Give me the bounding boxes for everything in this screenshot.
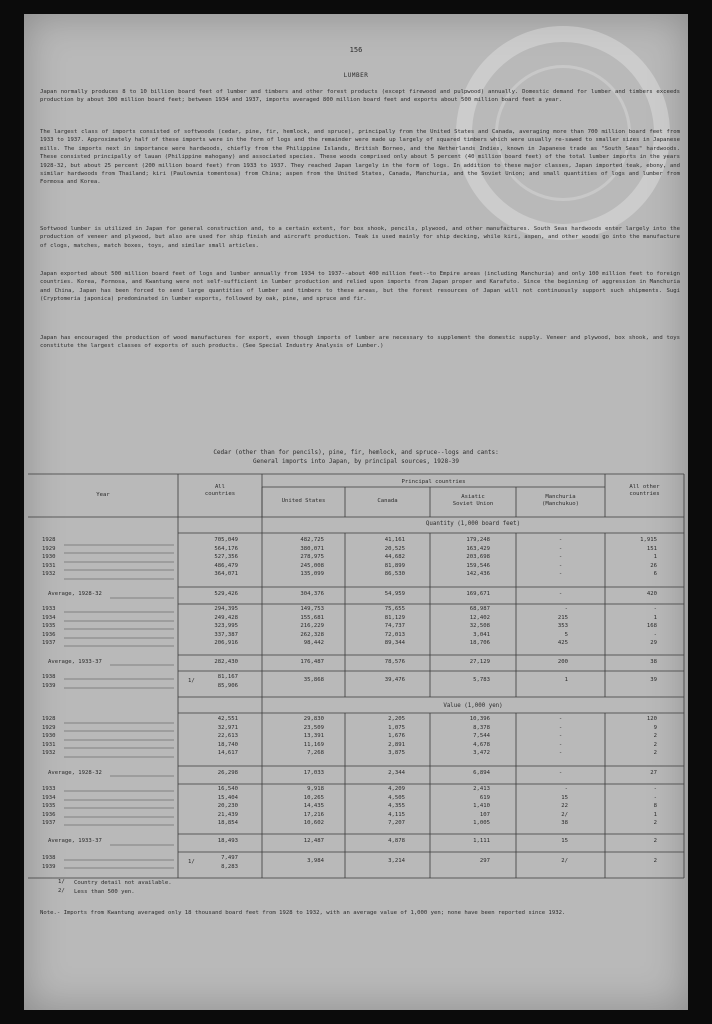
value-all-1938-39: 7,497 8,283	[221, 855, 238, 870]
value-years-1933-37: 1933 1934 1935 1936 1937	[42, 786, 56, 827]
value-avg-1933-37-other: 2	[653, 838, 657, 844]
quantity-avg-1933-37-soviet: 27,129	[469, 659, 490, 665]
value-other-1928-32: 120 9 2 2 2	[646, 716, 657, 757]
table-caption-line-1: Cedar (other than for pencils), pine, fir, hemlock, and spruce--logs and cants:	[213, 449, 499, 456]
quantity-soviet-1933-37: 68,987 12,402 32,508 3,041 18,706	[469, 606, 490, 647]
paragraph-4: Japan exported about 500 million board feet of logs and lumber annually from 1934 to 1937--about 400 million feet--to Empire areas (including Manchuria) and only 100 million feet to foreign countries. Korea, Formosa, and Kwantung were not self-sufficient in lumber production and relied upon imports from Japan proper and Karafuto. Since the beginning of aggression in Manchuria and China, Japan has been forced to send large quantities of lumber and timbers to these areas, but the forest resources of Japan will not continuously support such shipments. Sugi (Cryptomeria japonica) predominated in lumber exports, followed by oak, pine, and spruce and fir.	[40, 271, 680, 303]
value-all-1928-32: 42,551 32,971 22,613 18,740 14,617	[217, 716, 238, 757]
quantity-other-1938-39: 39	[650, 677, 657, 683]
quantity-avg-1933-37-label: Average, 1933-37	[48, 659, 102, 665]
page-number: 156	[349, 46, 363, 54]
quantity-footnote-marker: 1/	[188, 678, 195, 684]
value-manchuria-1938-39: 2/	[561, 858, 568, 864]
col-header-manchuria: Manchuria (Manchukuo)	[541, 494, 580, 507]
value-avg-1928-32-manchuria: -	[558, 770, 563, 776]
quantity-soviet-1928-32: 179,248 163,429 203,698 159,546 142,436	[466, 537, 490, 578]
table-caption-line-2: General imports into Japan, by principal sources, 1928-39	[253, 458, 459, 465]
quantity-us-1938-39: 35,868	[303, 677, 324, 683]
quantity-other-1928-32: 1,915 151 1 26 6	[640, 537, 657, 578]
col-header-united-states: United States	[281, 498, 326, 504]
quantity-us-1928-32: 482,725 380,071 278,975 245,008 135,099	[300, 537, 324, 578]
paragraph-2: The largest class of imports consisted of softwoods (cedar, pine, fir, hemlock, and spruce), principally from the United States and Canada, averaging more than 700 million board feet from 1933 to 1937. Approximately half of these imports were in the form of logs and the remainder were made up largely of squared timbers which were usually re-sawed to smaller sizes in Japanese mills. The imports next in importance were hardwoods, chiefly from the Philippine Islands, British Borneo, and the Netherlands Indies, known in Japanese trade as "South Seas" hardwoods. These consisted principally of lauan (Philippine mahogany) and associated species. These woods comprised only about 5 percent (40 million board feet) of the total lumber imports in the years 1928-32, but about 25 percent (200 million board feet) from 1933 to 1937. They reached Japan largely in the form of logs. In addition to these major classes, Japan imported teak, ebony, and similar hardwoods from Thailand; kiri (Paulownia tomentosa) from China; aspen from the United States, Canada, Manchuria, and the Soviet Union; and small quantities of logs and lumber from Formosa and Korea.	[40, 129, 680, 186]
value-canada-1938-39: 3,214	[388, 858, 405, 864]
quantity-manchuria-1938-39: 1	[564, 677, 568, 683]
value-soviet-1938-39: 297	[479, 858, 490, 864]
col-header-canada: Canada	[377, 498, 398, 504]
col-header-all-countries: All countries	[204, 484, 236, 497]
value-other-1933-37: - - 8 1 2	[653, 786, 657, 827]
quantity-avg-1928-32-label: Average, 1928-32	[48, 591, 102, 597]
quantity-years-1938-39: 1938 1939	[42, 674, 56, 689]
quantity-avg-1933-37-us: 176,487	[300, 659, 324, 665]
value-us-1928-32: 29,830 23,509 13,391 11,169 7,268	[303, 716, 324, 757]
value-canada-1933-37: 4,209 4,505 4,355 4,115 7,207	[388, 786, 405, 827]
paragraph-5: Japan has encouraged the production of wood manufactures for export, even though imports of lumber are necessary to supplement the domestic supply. Veneer and plywood, box shook, and toys constitute the largest classes of exports of such products. (See Special Industry Analysis of Lumber.)	[40, 335, 680, 350]
value-avg-1928-32-soviet: 6,894	[473, 770, 490, 776]
quantity-years-1933-37: 1933 1934 1935 1936 1937	[42, 606, 56, 647]
footnote-2: Less than 500 yen.	[74, 889, 135, 895]
value-soviet-1933-37: 2,413 619 1,410 107 1,005	[473, 786, 490, 827]
quantity-avg-1928-32-manchuria: -	[558, 591, 563, 597]
quantity-years-1928-32: 1928 1929 1930 1931 1932	[42, 537, 56, 578]
quantity-avg-1928-32-soviet: 169,671	[466, 591, 490, 597]
value-avg-1933-37-manchuria: 15	[561, 838, 568, 844]
quantity-all-1938-39: 81,167 85,906	[217, 674, 238, 689]
value-avg-1928-32-other: 27	[650, 770, 657, 776]
quantity-avg-1928-32-all: 529,426	[214, 591, 238, 597]
value-avg-1933-37-label: Average, 1933-37	[48, 838, 102, 844]
section-heading: LUMBER	[343, 72, 369, 79]
value-avg-1933-37-canada: 4,878	[388, 838, 405, 844]
col-header-principal-countries: Principal countries	[401, 479, 466, 485]
paragraph-3: Softwood lumber is utilized in Japan for general construction and, to a certain extent, for box shook, pencils, plywood, and other manufactures. South Seas hardwoods enter largely into the production of veneer and plywood, but also are used for ship finish and aircraft production. Teak is used mainly for ship decking, while kiri, aspen, and other woods go into the manufacture of clogs, matches, match boxes, toys, and similar small articles.	[40, 226, 680, 249]
paragraph-1: Japan normally produces 8 to 10 billion board feet of lumber and timbers and other forest products (except firewood and pulpwood) annually. Domestic demand for lumber and timbers exceeds production by about 300 million board feet; between 1934 and 1937, imports averaged 800 million board feet and exports about 500 million board feet a year.	[40, 89, 680, 104]
quantity-canada-1933-37: 75,655 81,129 74,737 72,013 89,344	[384, 606, 405, 647]
quantity-canada-1938-39: 39,476	[384, 677, 405, 683]
quantity-avg-1928-32-other: 420	[646, 591, 657, 597]
quantity-manchuria-1928-32: - - - - -	[558, 537, 563, 578]
value-years-1928-32: 1928 1929 1930 1931 1932	[42, 716, 56, 757]
quantity-avg-1933-37-other: 38	[650, 659, 657, 665]
col-header-asiatic-soviet-union: Asiatic Soviet Union	[452, 494, 494, 507]
quantity-avg-1933-37-manchuria: 200	[557, 659, 568, 665]
footnote-2-marker: 2/	[58, 888, 65, 894]
value-soviet-1928-32: 10,396 8,378 7,544 4,678 3,472	[469, 716, 490, 757]
quantity-us-1933-37: 149,753 155,681 216,229 262,328 98,442	[300, 606, 324, 647]
quantity-manchuria-1933-37: - 215 353 5 425	[557, 606, 568, 647]
value-manchuria-1933-37: - 15 22 2/ 38	[561, 786, 568, 827]
quantity-avg-1933-37-canada: 78,576	[384, 659, 405, 665]
value-avg-1933-37-all: 18,493	[217, 838, 238, 844]
value-footnote-marker: 1/	[188, 859, 195, 865]
quantity-canada-1928-32: 41,161 20,525 44,682 81,899 86,530	[384, 537, 405, 578]
quantity-all-1933-37: 294,395 249,428 323,995 337,387 206,916	[214, 606, 238, 647]
value-avg-1928-32-label: Average, 1928-32	[48, 770, 102, 776]
quantity-other-1933-37: - 1 168 - 29	[646, 606, 657, 647]
value-avg-1933-37-us: 12,487	[303, 838, 324, 844]
value-avg-1928-32-all: 26,298	[217, 770, 238, 776]
footnote-1-marker: 1/	[58, 879, 65, 885]
table-note: Note.- Imports from Kwantung averaged only 18 thousand board feet from 1928 to 1932, with an average value of 1,000 yen; none have been reported since 1932.	[40, 910, 566, 916]
footnote-1: Country detail not available.	[74, 880, 172, 886]
value-us-1938-39: 3,984	[307, 858, 324, 864]
value-section-label: Value (1,000 yen)	[443, 703, 503, 709]
value-avg-1933-37-soviet: 1,111	[473, 838, 490, 844]
quantity-soviet-1938-39: 5,783	[473, 677, 490, 683]
value-canada-1928-32: 2,205 1,075 1,676 2,891 3,875	[388, 716, 405, 757]
col-header-year: Year	[96, 492, 110, 498]
quantity-avg-1928-32-canada: 54,959	[384, 591, 405, 597]
col-header-all-other-countries: All other countries	[629, 484, 660, 497]
value-years-1938-39: 1938 1939	[42, 855, 56, 870]
value-other-1938-39: 2	[653, 858, 657, 864]
value-avg-1928-32-us: 17,033	[303, 770, 324, 776]
value-us-1933-37: 9,918 10,265 14,435 17,216 10,602	[303, 786, 324, 827]
quantity-section-label: Quantity (1,000 board feet)	[425, 521, 521, 527]
value-manchuria-1928-32: - - - - -	[558, 716, 563, 757]
value-all-1933-37: 16,540 15,404 20,230 21,439 18,854	[217, 786, 238, 827]
quantity-avg-1928-32-us: 304,376	[300, 591, 324, 597]
quantity-avg-1933-37-all: 282,430	[214, 659, 238, 665]
quantity-all-1928-32: 705,049 564,176 527,356 486,479 364,071	[214, 537, 238, 578]
value-avg-1928-32-canada: 2,344	[388, 770, 405, 776]
